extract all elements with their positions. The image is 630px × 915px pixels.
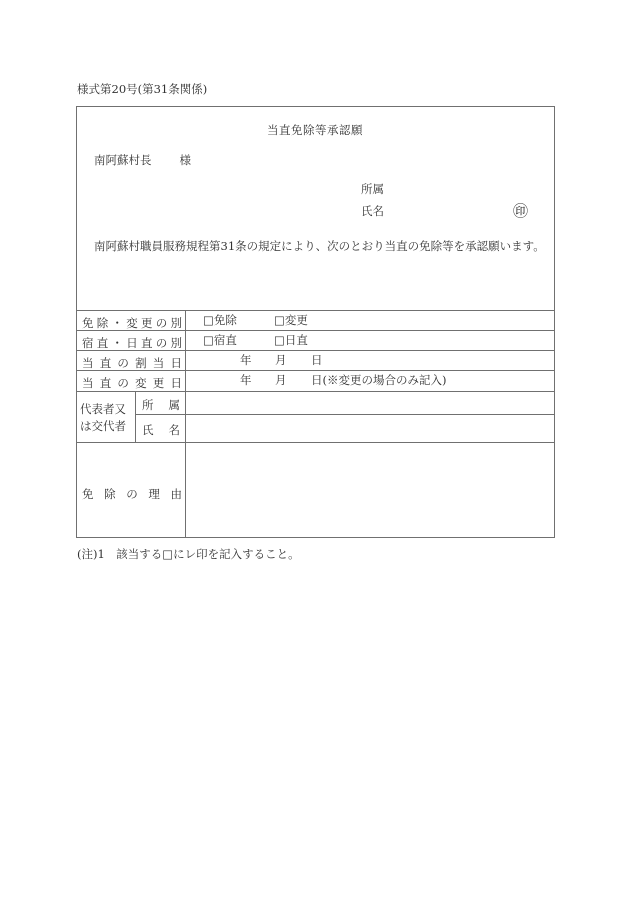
- seal-icon: ㊞: [513, 202, 529, 220]
- representative-label: 代表者又は交代者: [80, 402, 126, 433]
- form-title: 当直免除等承認願: [267, 123, 363, 137]
- assigned-year-unit: 年: [240, 353, 252, 367]
- addressee-honorific: 様: [179, 153, 191, 167]
- representative-affiliation-label: 所 属: [142, 398, 180, 412]
- label-assigned-date: 当 直 の 割 当 日: [82, 356, 182, 370]
- checkbox-change[interactable]: □変更: [274, 313, 308, 327]
- table-subcolumn-divider: [135, 391, 136, 442]
- checkbox-day-duty[interactable]: □日直: [274, 333, 308, 347]
- table-row-divider: [77, 442, 555, 443]
- table-top-line: [77, 310, 555, 311]
- change-only-note: (※変更の場合のみ記入): [322, 373, 447, 387]
- addressee-name: 南阿蘇村長: [94, 153, 152, 167]
- changed-day-unit: 日(※変更の場合のみ記入): [311, 373, 447, 387]
- addressee: [94, 155, 191, 167]
- table-row-divider: [77, 391, 555, 392]
- table-column-divider: [185, 310, 186, 538]
- checkbox-night-duty[interactable]: □宿直: [203, 333, 237, 347]
- assigned-month-unit: 月: [275, 353, 287, 367]
- form-number: 様式第20号(第31条関係): [77, 82, 208, 96]
- checkbox-exemption[interactable]: □免除: [203, 313, 237, 327]
- representative-name-label: 氏 名: [142, 423, 180, 437]
- request-statement: 南阿蘇村職員服務規程第31条の規定により、次のとおり当直の免除等を承認願います。: [94, 239, 545, 253]
- table-row-divider: [135, 414, 555, 415]
- applicant-name-label: 氏名: [361, 204, 384, 218]
- footnote: (注)1 該当する□にレ印を記入すること。: [77, 547, 300, 561]
- applicant-affiliation-label: 所属: [361, 182, 384, 196]
- label-duty-type: 宿 直 ・ 日 直 の 別: [82, 336, 182, 350]
- label-exemption-or-change: 免 除 ・ 変 更 の 別: [82, 316, 182, 330]
- changed-year-unit: 年: [240, 373, 252, 387]
- label-exemption-reason: 免 除 の 理 由: [82, 487, 182, 501]
- assigned-day-unit: 日: [311, 353, 323, 367]
- label-changed-date: 当 直 の 変 更 日: [82, 376, 182, 390]
- changed-month-unit: 月: [275, 373, 287, 387]
